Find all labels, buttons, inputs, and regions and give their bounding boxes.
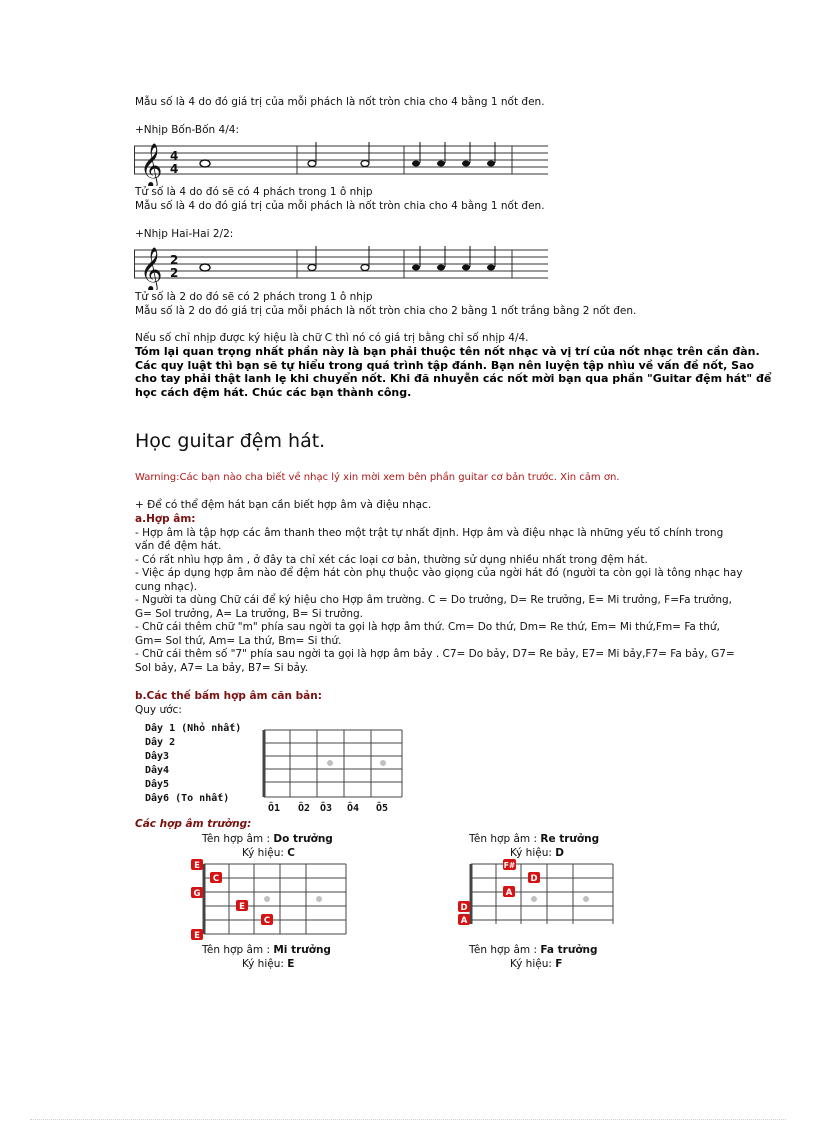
summary-line: học cách đệm hát. Chúc các bạn thành công. — [135, 385, 412, 399]
string-label: Dây4 — [145, 765, 170, 776]
open-string-marker — [458, 901, 470, 913]
chord-name-row — [202, 944, 331, 957]
finger-position-marker — [528, 872, 540, 884]
paragraph-line: - Hợp âm là tập hợp các âm thanh theo một trật tự nhất định. Hợp âm và điệu nhạc là những yếu tố chính trong — [135, 526, 724, 539]
chord-name-label: Tên hợp âm : — [469, 833, 538, 845]
chord-name-label: Tên hợp âm : — [202, 944, 271, 956]
time-signature-top: 4 — [170, 149, 179, 163]
chord-name-row — [469, 944, 598, 957]
chord-name-label: Tên hợp âm : — [469, 944, 538, 956]
chord-name-row — [469, 833, 599, 846]
chord-symbol: C — [287, 847, 295, 859]
chord-symbol: D — [555, 847, 564, 859]
svg-text:E: E — [194, 931, 200, 940]
chord-name: Mi trưởng — [273, 944, 331, 956]
chords-heading: Các hợp âm trưởng: — [135, 818, 252, 830]
paragraph-line: Sol bảy, A7= La bảy, B7= Si bảy. — [135, 661, 309, 674]
text-line: Mẫu số là 4 do đó giá trị của mỗi phách là nốt tròn chia cho 4 bằng 1 nốt đen. — [135, 200, 545, 212]
subheading-b: b.Các thế bấm hợp âm căn bản: — [135, 690, 322, 702]
fret-dot — [316, 896, 322, 902]
paragraph-line: - Việc áp dụng hợp âm nào để đệm hát còn phụ thuộc vào giọng của ngời hát đó (người ta còn gọi là tông nhạc hay — [135, 567, 743, 579]
svg-text:A: A — [505, 888, 513, 898]
finger-position-marker — [503, 859, 516, 870]
legend-caption: Quy ước: — [135, 704, 182, 716]
svg-text:D: D — [460, 903, 468, 913]
chord-symbol-row — [510, 958, 562, 971]
time-signature-bottom: 2 — [170, 266, 179, 280]
summary-line: Tóm lại quan trọng nhất phần này là bạn phải thuộc tên nốt nhạc và vị trí của nốt nhạc trên cần đàn. — [135, 345, 760, 358]
paragraph-line: - Chữ cái thêm chữ "m" phía sau ngời ta gọi là hợp âm thứ. Cm= Do thứ, Dm= Re thứ, Em= Mi thứ,Fm= Fa thứ, — [135, 621, 720, 633]
chord-symbol-label: Ký hiệu: — [242, 847, 284, 859]
svg-text:D: D — [530, 874, 538, 884]
chord-symbol-label: Ký hiệu: — [510, 958, 552, 970]
paragraph-line: cung nhạc). — [135, 580, 198, 593]
chord-name-row — [202, 833, 333, 846]
open-string-marker — [191, 887, 203, 899]
string-label: Dây 1 (Nhỏ nhất) — [145, 723, 242, 734]
warning-text: Warning:Các bạn nào cha biết về nhạc lý xin mời xem bên phần guitar cơ bản trước. Xin cảm ơn. — [135, 472, 620, 483]
paragraph-line: - Người ta dùng Chữ cái để ký hiệu cho Hợp âm trường. C = Do trưởng, D= Re trưởng, E= Mi trưởng, F=Fa trưởng, — [135, 594, 733, 606]
finger-position-marker — [236, 900, 248, 912]
finger-position-marker — [503, 886, 515, 898]
string-label: Dây5 — [145, 779, 170, 790]
chord-name: Fa trưởng — [540, 944, 598, 956]
fret-dot — [380, 760, 386, 766]
string-label: Dây 2 — [145, 737, 176, 748]
music-staff — [134, 136, 550, 186]
page-bottom-divider — [30, 1119, 786, 1120]
paragraph-line: - Có rất nhìu hợp âm , ở đây ta chỉ xét các loại cơ bản, thường sử dụng nhiều nhất trong đệm hát. — [135, 553, 648, 566]
svg-text:C: C — [212, 874, 220, 884]
open-string-marker — [191, 859, 203, 871]
fret-dot — [531, 896, 537, 902]
fret-label: Ô4 — [347, 803, 360, 814]
paragraph-line: Gm= Sol thứ, Am= La thứ, Bm= Si thứ. — [135, 634, 342, 647]
section-title: Học guitar đệm hát. — [135, 430, 326, 452]
time-signature-bottom: 4 — [170, 162, 179, 176]
chord-diagram-c — [190, 858, 350, 940]
treble-clef-icon: 𝄞 — [140, 143, 163, 186]
fret-label: Ô5 — [376, 803, 389, 814]
chord-diagram-d — [457, 858, 617, 928]
svg-text:C: C — [263, 916, 271, 926]
svg-text:G: G — [193, 889, 201, 899]
text-line: Tử số là 4 do đó sẽ có 4 phách trong 1 ô nhịp — [135, 186, 373, 198]
chord-symbol: E — [287, 958, 295, 970]
string-label: Dây6 (To nhất) — [145, 793, 230, 804]
open-string-marker — [191, 929, 203, 940]
open-string-marker — [458, 914, 470, 926]
whole-note — [200, 264, 210, 271]
chord-symbol: F — [555, 958, 563, 970]
finger-position-marker — [210, 872, 222, 884]
svg-text:E: E — [194, 861, 200, 871]
summary-line: cho tay phải thật lanh lẹ khi chuyển nốt. Khi đã nhuyễn các nốt mời bạn qua phần "Guitar đệm hát" để — [135, 372, 772, 385]
time-signature-heading: +Nhịp Bốn-Bốn 4/4: — [135, 124, 239, 136]
paragraph-line: - Chữ cái thêm số "7" phía sau ngời ta gọi là hợp âm bảy . C7= Do bảy, D7= Re bảy, E7= Mi bảy,F7= Fa bảy, G7= — [135, 648, 735, 660]
text-line: Mẫu số là 4 do đó giá trị của mỗi phách là nốt tròn chia cho 4 bằng 1 nốt đen. — [135, 96, 545, 108]
fret-label: Ô1 — [268, 803, 281, 814]
string-label: Dây3 — [145, 751, 170, 762]
subheading-a: a.Hợp âm: — [135, 513, 196, 525]
paragraph-line: vấn đề đệm hát. — [135, 540, 222, 552]
text-line: Mẫu số là 2 do đó giá trị của mỗi phách là nốt tròn chia cho 2 bằng 1 nốt trắng bằng 2 nốt đen. — [135, 305, 637, 317]
time-signature-heading: +Nhịp Hai-Hai 2/2: — [135, 228, 234, 240]
fret-dot — [327, 760, 333, 766]
time-signature-top: 2 — [170, 253, 179, 267]
treble-clef-icon: 𝄞 — [140, 247, 163, 290]
whole-note — [200, 160, 210, 167]
music-staff — [134, 240, 550, 290]
text-line: Tử số là 2 do đó sẽ có 2 phách trong 1 ô nhịp — [135, 291, 373, 303]
fret-label: Ô3 — [320, 803, 333, 814]
svg-text:A: A — [460, 916, 468, 926]
chord-symbol-row — [242, 958, 294, 971]
chord-name-label: Tên hợp âm : — [202, 833, 271, 845]
summary-line: Các quy luật thì bạn sẽ tự hiểu trong quá trình tập đánh. Bạn nên luyện tập nhìu về vấn đề nốt, Sao — [135, 358, 755, 372]
fret-dot — [583, 896, 589, 902]
text-line: Nếu số chỉ nhịp được ký hiệu là chữ C thì nó có giá trị bằng chỉ số nhịp 4/4. — [135, 332, 529, 344]
fret-label: Ô2 — [298, 803, 311, 814]
intro-text: + Để có thể đệm hát bạn cần biết hợp âm và điệu nhạc. — [135, 499, 432, 511]
finger-position-marker — [261, 914, 273, 926]
paragraph-line: G= Sol trưởng, A= La trưởng, B= Si trưởng. — [135, 607, 364, 620]
fret-dot — [264, 896, 270, 902]
svg-text:E: E — [239, 902, 245, 912]
chord-symbol-label: Ký hiệu: — [510, 847, 552, 859]
chord-name: Re trưởng — [540, 833, 600, 845]
chord-symbol-label: Ký hiệu: — [242, 958, 284, 970]
chord-name: Do trưởng — [273, 833, 333, 845]
legend-fretboard — [262, 728, 406, 802]
svg-text:F#: F# — [503, 861, 516, 870]
